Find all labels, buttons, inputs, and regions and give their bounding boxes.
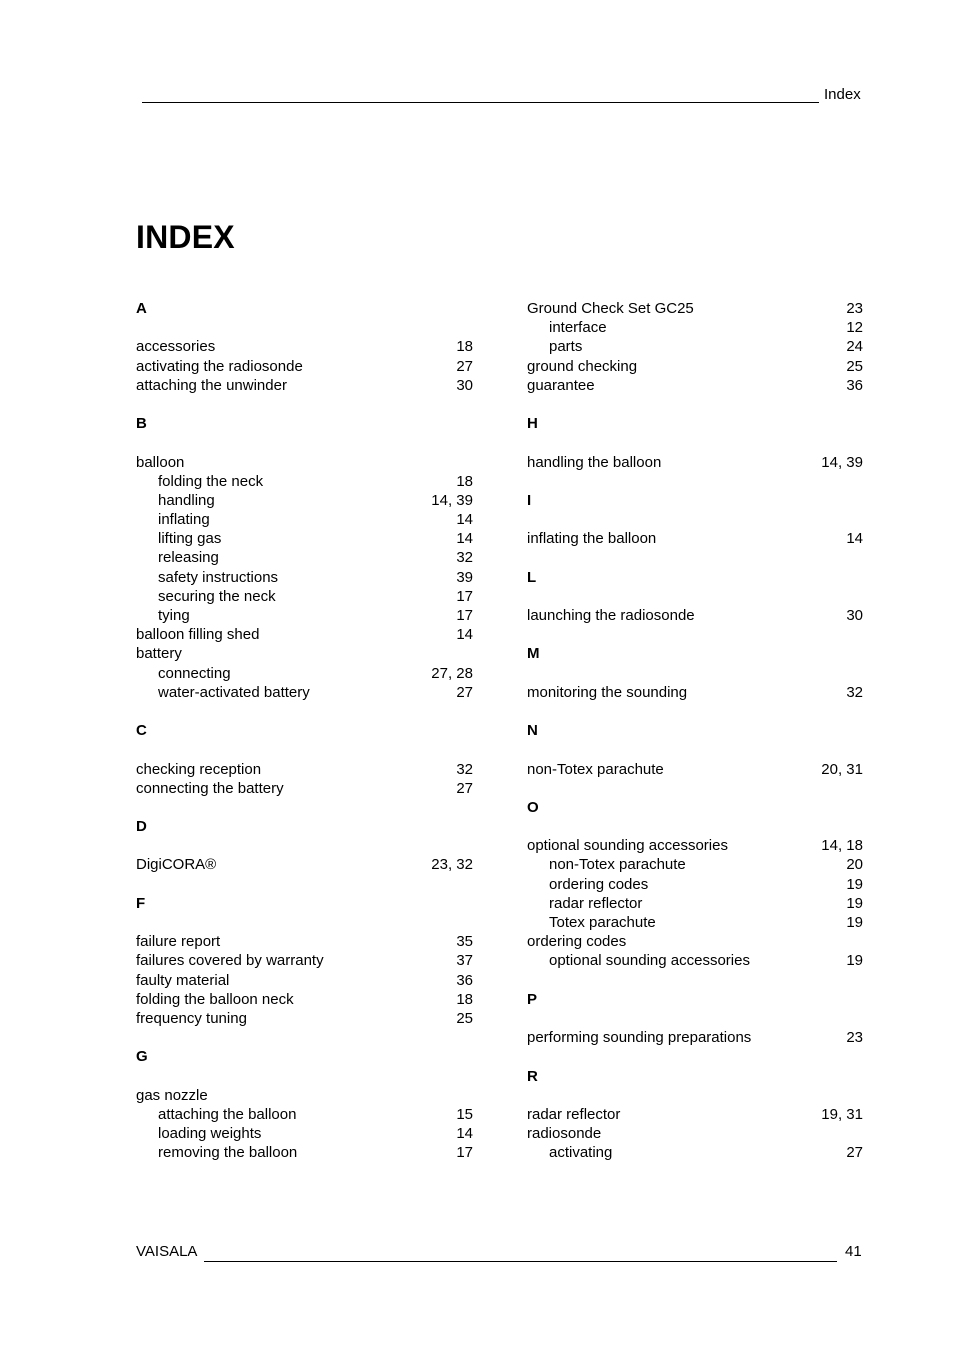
index-entry (527, 453, 863, 472)
entry-pages: 17 (456, 607, 473, 624)
index-subentry (527, 1143, 863, 1162)
index-subentry (136, 1105, 473, 1124)
entry-pages: 14, 39 (431, 491, 473, 509)
page-title: INDEX (136, 219, 235, 255)
entry-term: activating (549, 1144, 613, 1162)
index-subentry (527, 913, 863, 932)
index-subentry (136, 510, 473, 529)
section-letter: P (527, 990, 538, 1008)
entry-pages: 18 (456, 338, 473, 356)
section-letter: O (527, 798, 539, 816)
entry-pages: 20 (846, 856, 863, 874)
entry-term: radar reflector (549, 894, 643, 912)
index-entry (527, 376, 863, 395)
index-column-left (136, 299, 473, 1162)
index-section (527, 1067, 863, 1163)
entry-pages: 23, 32 (431, 856, 473, 874)
entry-term: ground checking (527, 357, 638, 375)
entry-term: ordering codes (527, 933, 627, 951)
entry-term: balloon filling shed (136, 626, 260, 644)
entry-term: performing sounding preparations (527, 1029, 752, 1047)
index-section (527, 491, 863, 549)
entry-pages: 14 (456, 511, 473, 529)
entry-term: connecting the battery (136, 779, 284, 797)
index-entry (527, 606, 863, 625)
index-subentry (136, 1124, 473, 1143)
index-entry (136, 951, 473, 970)
index-subentry (136, 491, 473, 510)
index-entry (136, 971, 473, 990)
index-entry (136, 625, 473, 644)
section-letter: N (527, 722, 538, 740)
entry-term: tying (158, 607, 190, 624)
entry-pages: 19 (846, 875, 863, 893)
entry-pages: 36 (846, 376, 863, 394)
index-section (527, 299, 863, 395)
entry-term: safety instructions (158, 568, 279, 586)
index-section (136, 817, 473, 875)
entry-pages: 27, 28 (431, 664, 473, 682)
entry-pages: 32 (456, 549, 473, 567)
index-entry (136, 453, 473, 472)
index-subentry (136, 529, 473, 548)
index-subentry (136, 548, 473, 567)
entry-pages: 15 (456, 1105, 473, 1123)
index-entry (136, 932, 473, 951)
entry-term: attaching the balloon (158, 1105, 297, 1123)
index-entry (527, 1105, 863, 1124)
section-letter: H (527, 415, 538, 433)
section-letter: C (136, 722, 147, 740)
entry-term: frequency tuning (136, 1009, 247, 1027)
index-subentry (527, 951, 863, 970)
entry-term: DigiCORA® (136, 856, 217, 874)
entry-pages: 18 (456, 990, 473, 1008)
index-entry (136, 855, 473, 874)
index-subentry (527, 855, 863, 874)
index-section (136, 414, 473, 702)
index-entry (136, 337, 473, 356)
section-letter: D (136, 818, 147, 836)
header-rule (142, 84, 819, 103)
index-section (136, 894, 473, 1028)
entry-pages: 25 (846, 357, 863, 375)
entry-term: Ground Check Set GC25 (527, 300, 694, 317)
entry-pages: 36 (456, 971, 473, 989)
index-subentry (136, 472, 473, 491)
section-letter: G (136, 1048, 148, 1066)
entry-pages: 32 (456, 760, 473, 778)
index-entry (136, 376, 473, 395)
entry-term: lifting gas (158, 530, 222, 548)
entry-pages: 39 (456, 568, 473, 586)
index-entry (136, 1086, 473, 1105)
index-section (527, 721, 863, 779)
index-entry (136, 779, 473, 798)
entry-term: launching the radiosonde (527, 607, 695, 624)
index-subentry (527, 875, 863, 894)
entry-pages: 27 (456, 779, 473, 797)
index-entry (527, 836, 863, 855)
section-letter: L (527, 568, 537, 586)
entry-pages: 14 (456, 530, 473, 548)
entry-pages: 19 (846, 952, 863, 970)
index-section (527, 798, 863, 971)
index-subentry (136, 664, 473, 683)
entry-pages: 23 (846, 300, 863, 317)
section-letter: M (527, 645, 540, 663)
entry-term: optional sounding accessories (549, 952, 750, 970)
entry-term: monitoring the sounding (527, 683, 688, 701)
entry-pages: 19 (846, 914, 863, 931)
entry-pages: 30 (846, 607, 863, 624)
entry-pages: 14 (456, 626, 473, 644)
entry-pages: 27 (846, 1144, 863, 1162)
entry-term: radiosonde (527, 1125, 602, 1143)
index-section (136, 721, 473, 798)
entry-term: folding the neck (158, 472, 264, 490)
index-section (136, 1047, 473, 1162)
index-entry (527, 299, 863, 318)
entry-term: folding the balloon neck (136, 990, 294, 1008)
entry-pages: 30 (456, 376, 473, 394)
entry-pages: 32 (846, 683, 863, 701)
entry-pages: 35 (456, 933, 473, 951)
entry-term: removing the balloon (158, 1144, 298, 1162)
header-section-label: Index (824, 86, 861, 103)
entry-term: loading weights (158, 1125, 262, 1143)
entry-term: radar reflector (527, 1105, 621, 1123)
entry-term: failures covered by warranty (136, 952, 324, 970)
entry-pages: 14 (846, 530, 863, 548)
entry-pages: 12 (846, 319, 863, 337)
index-subentry (136, 683, 473, 702)
entry-term: interface (549, 319, 607, 337)
entry-term: non-Totex parachute (527, 760, 664, 778)
index-subentry (527, 337, 863, 356)
index-entry (136, 1009, 473, 1028)
section-letter: R (527, 1067, 538, 1085)
entry-term: non-Totex parachute (549, 856, 686, 874)
entry-term: optional sounding accessories (527, 837, 728, 855)
index-entry (136, 644, 473, 663)
index-entry (527, 932, 863, 951)
index-section (527, 414, 863, 472)
entry-term: guarantee (527, 376, 595, 394)
entry-term: releasing (158, 549, 219, 567)
index-entry (527, 529, 863, 548)
index-subentry (136, 606, 473, 625)
index-subentry (527, 894, 863, 913)
section-letter: I (527, 491, 532, 509)
index-section (527, 990, 863, 1048)
footer-brand: VAISALA (136, 1243, 198, 1260)
index-column-right (527, 299, 863, 1162)
entry-term: balloon (136, 453, 185, 471)
entry-term: water-activated battery (158, 683, 310, 701)
entry-pages: 19, 31 (821, 1105, 863, 1123)
index-entry (136, 760, 473, 779)
entry-pages: 37 (456, 952, 473, 970)
entry-term: gas nozzle (136, 1086, 208, 1104)
entry-pages: 24 (846, 338, 863, 356)
entry-term: failure report (136, 933, 221, 951)
entry-pages: 17 (456, 1144, 473, 1162)
footer-rule (204, 1243, 837, 1262)
index-subentry (527, 318, 863, 337)
index-section (527, 568, 863, 626)
entry-pages: 18 (456, 472, 473, 490)
entry-pages: 17 (456, 587, 473, 605)
entry-pages: 14, 18 (821, 837, 863, 855)
entry-term: battery (136, 645, 182, 663)
entry-pages: 23 (846, 1029, 863, 1047)
entry-term: connecting (158, 664, 231, 682)
index-subentry (136, 568, 473, 587)
entry-term: Totex parachute (549, 914, 656, 931)
entry-term: attaching the unwinder (136, 376, 287, 394)
index-section (527, 644, 863, 702)
entry-term: securing the neck (158, 587, 276, 605)
entry-term: handling (158, 491, 215, 509)
index-entry (527, 357, 863, 376)
entry-term: ordering codes (549, 875, 649, 893)
entry-term: activating the radiosonde (136, 357, 303, 375)
section-letter: F (136, 894, 146, 912)
index-entry (527, 683, 863, 702)
index-section (136, 299, 473, 395)
index-subentry (136, 587, 473, 606)
index-entry (527, 760, 863, 779)
entry-term: parts (549, 338, 583, 356)
section-letter: B (136, 415, 147, 433)
entry-pages: 19 (846, 894, 863, 912)
entry-term: checking reception (136, 760, 262, 778)
entry-term: inflating the balloon (527, 530, 657, 548)
entry-term: faulty material (136, 971, 230, 989)
index-entry (527, 1124, 863, 1143)
index-entry (136, 990, 473, 1009)
entry-pages: 25 (456, 1009, 473, 1027)
page-number: 41 (845, 1243, 862, 1260)
entry-pages: 27 (456, 683, 473, 701)
entry-pages: 14, 39 (821, 453, 863, 471)
section-letter: A (136, 300, 147, 317)
entry-term: handling the balloon (527, 453, 662, 471)
index-entry (527, 1028, 863, 1047)
entry-pages: 20, 31 (821, 760, 863, 778)
index-entry (136, 357, 473, 376)
entry-term: accessories (136, 338, 216, 356)
index-subentry (136, 1143, 473, 1162)
entry-term: inflating (158, 511, 210, 529)
entry-pages: 27 (456, 357, 473, 375)
entry-pages: 14 (456, 1125, 473, 1143)
